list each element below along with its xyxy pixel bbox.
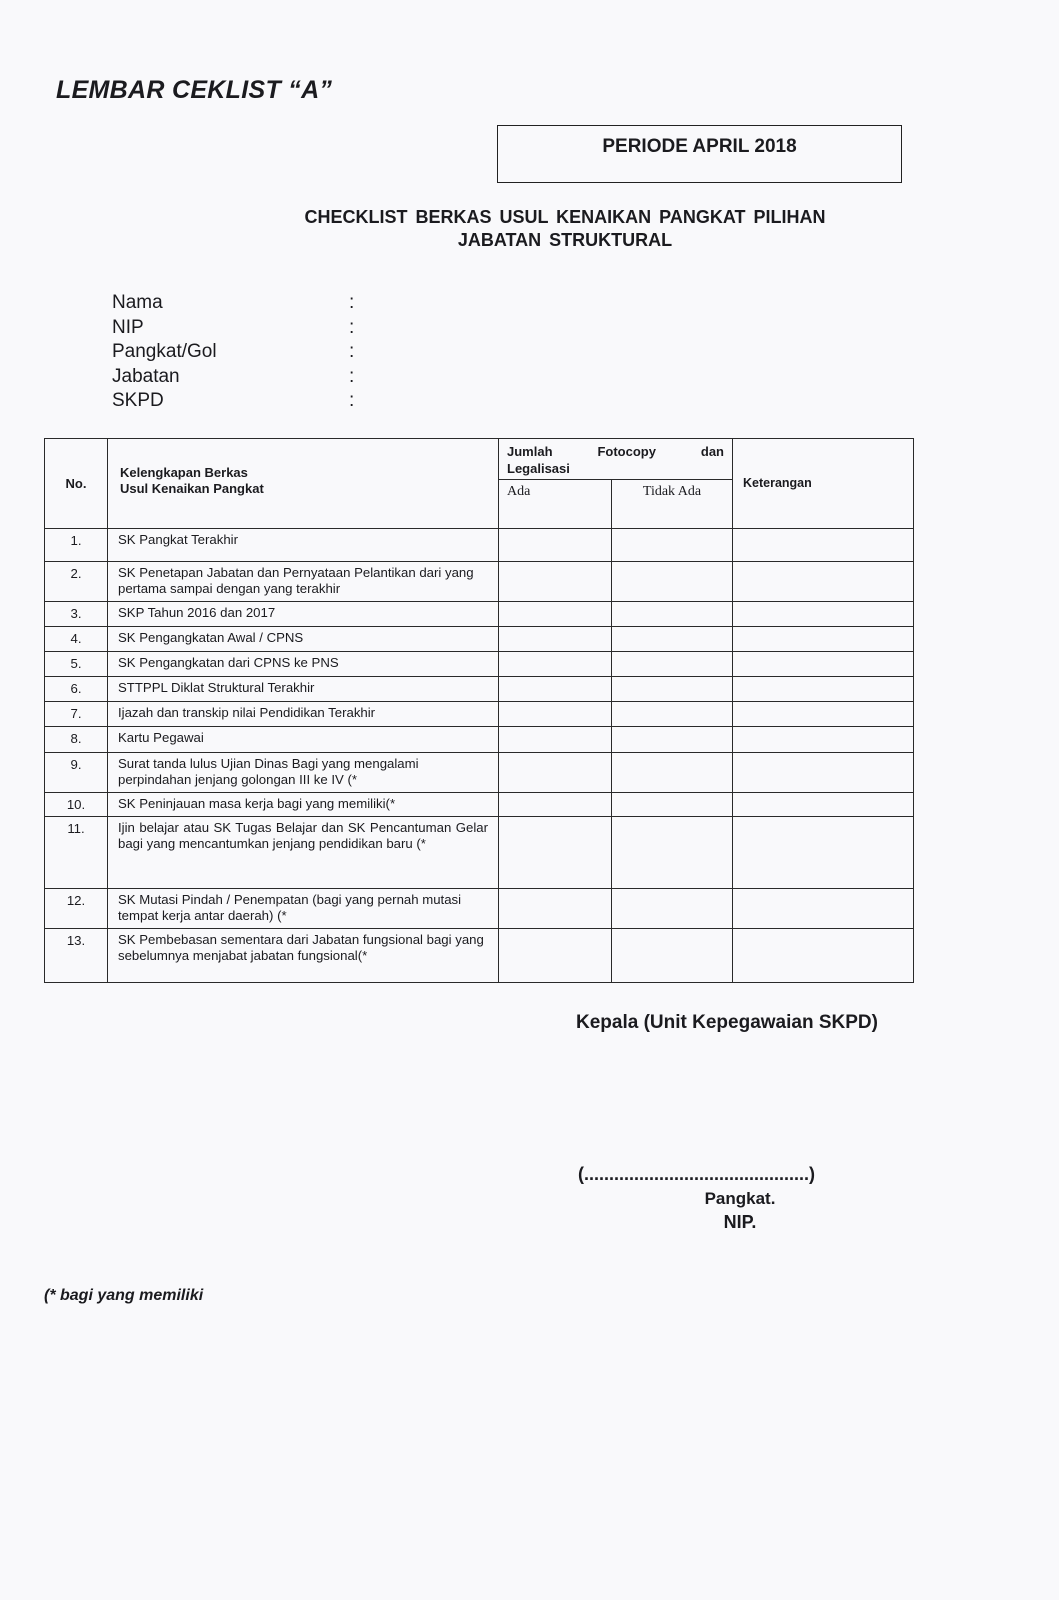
cell-ada[interactable] (499, 627, 612, 652)
cell-ada[interactable] (499, 602, 612, 627)
identity-row-pangkat (112, 340, 361, 365)
signature-nip: NIP. (723, 1212, 757, 1232)
cell-keterangan[interactable] (733, 602, 914, 627)
identity-colon: : (349, 292, 355, 313)
row-item: SK Pengangkatan Awal / CPNS (108, 627, 499, 652)
row-item: SK Pengangkatan dari CPNS ke PNS (108, 652, 499, 677)
table-row (45, 889, 914, 929)
sheet-title: LEMBAR CEKLIST “A” (56, 76, 333, 104)
row-number: 10. (45, 793, 108, 817)
identity-colon: : (349, 316, 355, 338)
cell-ada[interactable] (499, 929, 612, 983)
row-number: 12. (45, 889, 108, 929)
row-number: 4. (45, 627, 108, 652)
cell-keterangan[interactable] (733, 727, 914, 753)
table-row (45, 627, 914, 652)
identity-label: NIP (112, 316, 144, 338)
cell-tidak-ada[interactable] (612, 562, 733, 602)
table-row (45, 652, 914, 677)
row-item: Ijin belajar atau SK Tugas Belajar dan SK Pencantuman Gelar bagi yang mencantumkan jenjang pendidikan baru (* (108, 817, 499, 889)
row-number: 9. (45, 753, 108, 793)
header-kelengkapan (108, 439, 499, 529)
cell-keterangan[interactable] (733, 889, 914, 929)
cell-tidak-ada[interactable] (612, 753, 733, 793)
periode-box (497, 125, 902, 183)
cell-ada[interactable] (499, 727, 612, 753)
cell-keterangan[interactable] (733, 652, 914, 677)
cell-tidak-ada[interactable] (612, 727, 733, 753)
row-number: 11. (45, 817, 108, 889)
cell-keterangan[interactable] (733, 702, 914, 727)
cell-ada[interactable] (499, 817, 612, 889)
cell-tidak-ada[interactable] (612, 929, 733, 983)
cell-ada[interactable] (499, 677, 612, 702)
row-number: 2. (45, 562, 108, 602)
cell-keterangan[interactable] (733, 529, 914, 562)
cell-keterangan[interactable] (733, 793, 914, 817)
cell-tidak-ada[interactable] (612, 602, 733, 627)
header-kelengkapan-line-1: Kelengkapan Berkas (120, 465, 248, 480)
header-keterangan: Keterangan (733, 439, 914, 529)
table-row (45, 793, 914, 817)
table-row (45, 529, 914, 562)
row-item: STTPPL Diklat Struktural Terakhir (108, 677, 499, 702)
row-item: Kartu Pegawai (108, 727, 499, 753)
row-number: 1. (45, 529, 108, 562)
identity-row-nama (112, 291, 361, 316)
table-row (45, 702, 914, 727)
header-ada: Ada (499, 480, 612, 529)
table-row (45, 727, 914, 753)
cell-tidak-ada[interactable] (612, 652, 733, 677)
cell-tidak-ada[interactable] (612, 677, 733, 702)
header-jumlah-line-1: Jumlah Fotocopy dan (507, 444, 724, 459)
cell-keterangan[interactable] (733, 817, 914, 889)
cell-ada[interactable] (499, 652, 612, 677)
cell-tidak-ada[interactable] (612, 529, 733, 562)
header-jumlah-fotocopy (499, 439, 733, 480)
table-row (45, 753, 914, 793)
row-item: SK Pangkat Terakhir (108, 529, 499, 562)
row-item: Surat tanda lulus Ujian Dinas Bagi yang mengalami perpindahan jenjang golongan III ke IV (* (108, 753, 499, 793)
row-item: SK Peninjauan masa kerja bagi yang memiliki(* (108, 793, 499, 817)
cell-keterangan[interactable] (733, 929, 914, 983)
footnote: (* bagi yang memiliki (44, 1287, 204, 1304)
row-item: SKP Tahun 2016 dan 2017 (108, 602, 499, 627)
row-item: SK Penetapan Jabatan dan Pernyataan Pelantikan dari yang pertama sampai dengan yang terakhir (108, 562, 499, 602)
table-row (45, 602, 914, 627)
cell-keterangan[interactable] (733, 562, 914, 602)
identity-colon: : (349, 365, 355, 387)
row-number: 3. (45, 602, 108, 627)
document-heading (230, 206, 900, 252)
row-item: Ijazah dan transkip nilai Pendidikan Terakhir (108, 702, 499, 727)
identity-label: Jabatan (112, 365, 180, 387)
cell-tidak-ada[interactable] (612, 702, 733, 727)
signature-title: Kepala (Unit Kepegawaian SKPD) (576, 1012, 878, 1033)
cell-tidak-ada[interactable] (612, 889, 733, 929)
periode-label: PERIODE APRIL 2018 (602, 136, 797, 157)
header-tidak-ada: Tidak Ada (612, 480, 733, 529)
identity-row-jabatan (112, 365, 361, 390)
cell-keterangan[interactable] (733, 627, 914, 652)
heading-line-2: JABATAN STRUKTURAL (457, 230, 673, 250)
identity-label: Pangkat/Gol (112, 341, 217, 362)
cell-keterangan[interactable] (733, 753, 914, 793)
cell-ada[interactable] (499, 562, 612, 602)
table-row (45, 562, 914, 602)
checklist-table (44, 438, 914, 983)
row-number: 7. (45, 702, 108, 727)
identity-colon: : (349, 341, 355, 362)
heading-line-1: CHECKLIST BERKAS USUL KENAIKAN PANGKAT PILIHAN (304, 207, 826, 227)
identity-fields (112, 291, 361, 414)
header-no: No. (45, 439, 108, 529)
table-row (45, 817, 914, 889)
identity-row-skpd (112, 389, 361, 414)
cell-tidak-ada[interactable] (612, 793, 733, 817)
row-number: 6. (45, 677, 108, 702)
signature-pangkat: Pangkat. (704, 1189, 776, 1208)
cell-ada[interactable] (499, 889, 612, 929)
identity-colon: : (349, 390, 355, 411)
row-item: SK Mutasi Pindah / Penempatan (bagi yang pernah mutasi tempat kerja antar daerah) (* (108, 889, 499, 929)
row-item: SK Pembebasan sementara dari Jabatan fungsional bagi yang sebelumnya menjabat jabatan fungsional(* (108, 929, 499, 983)
header-kelengkapan-line-2: Usul Kenaikan Pangkat (120, 480, 264, 496)
row-number: 8. (45, 727, 108, 753)
header-jumlah-line-2: Legalisasi (507, 461, 570, 476)
cell-ada[interactable] (499, 753, 612, 793)
identity-label: SKPD (112, 390, 164, 411)
identity-label: Nama (112, 292, 163, 313)
table-row (45, 677, 914, 702)
cell-ada[interactable] (499, 702, 612, 727)
cell-ada[interactable] (499, 529, 612, 562)
row-number: 5. (45, 652, 108, 677)
identity-row-nip (112, 316, 361, 341)
signature-name-placeholder: (.............................................) (578, 1164, 816, 1184)
table-row (45, 929, 914, 983)
row-number: 13. (45, 929, 108, 983)
cell-keterangan[interactable] (733, 677, 914, 702)
cell-tidak-ada[interactable] (612, 817, 733, 889)
cell-ada[interactable] (499, 793, 612, 817)
cell-tidak-ada[interactable] (612, 627, 733, 652)
